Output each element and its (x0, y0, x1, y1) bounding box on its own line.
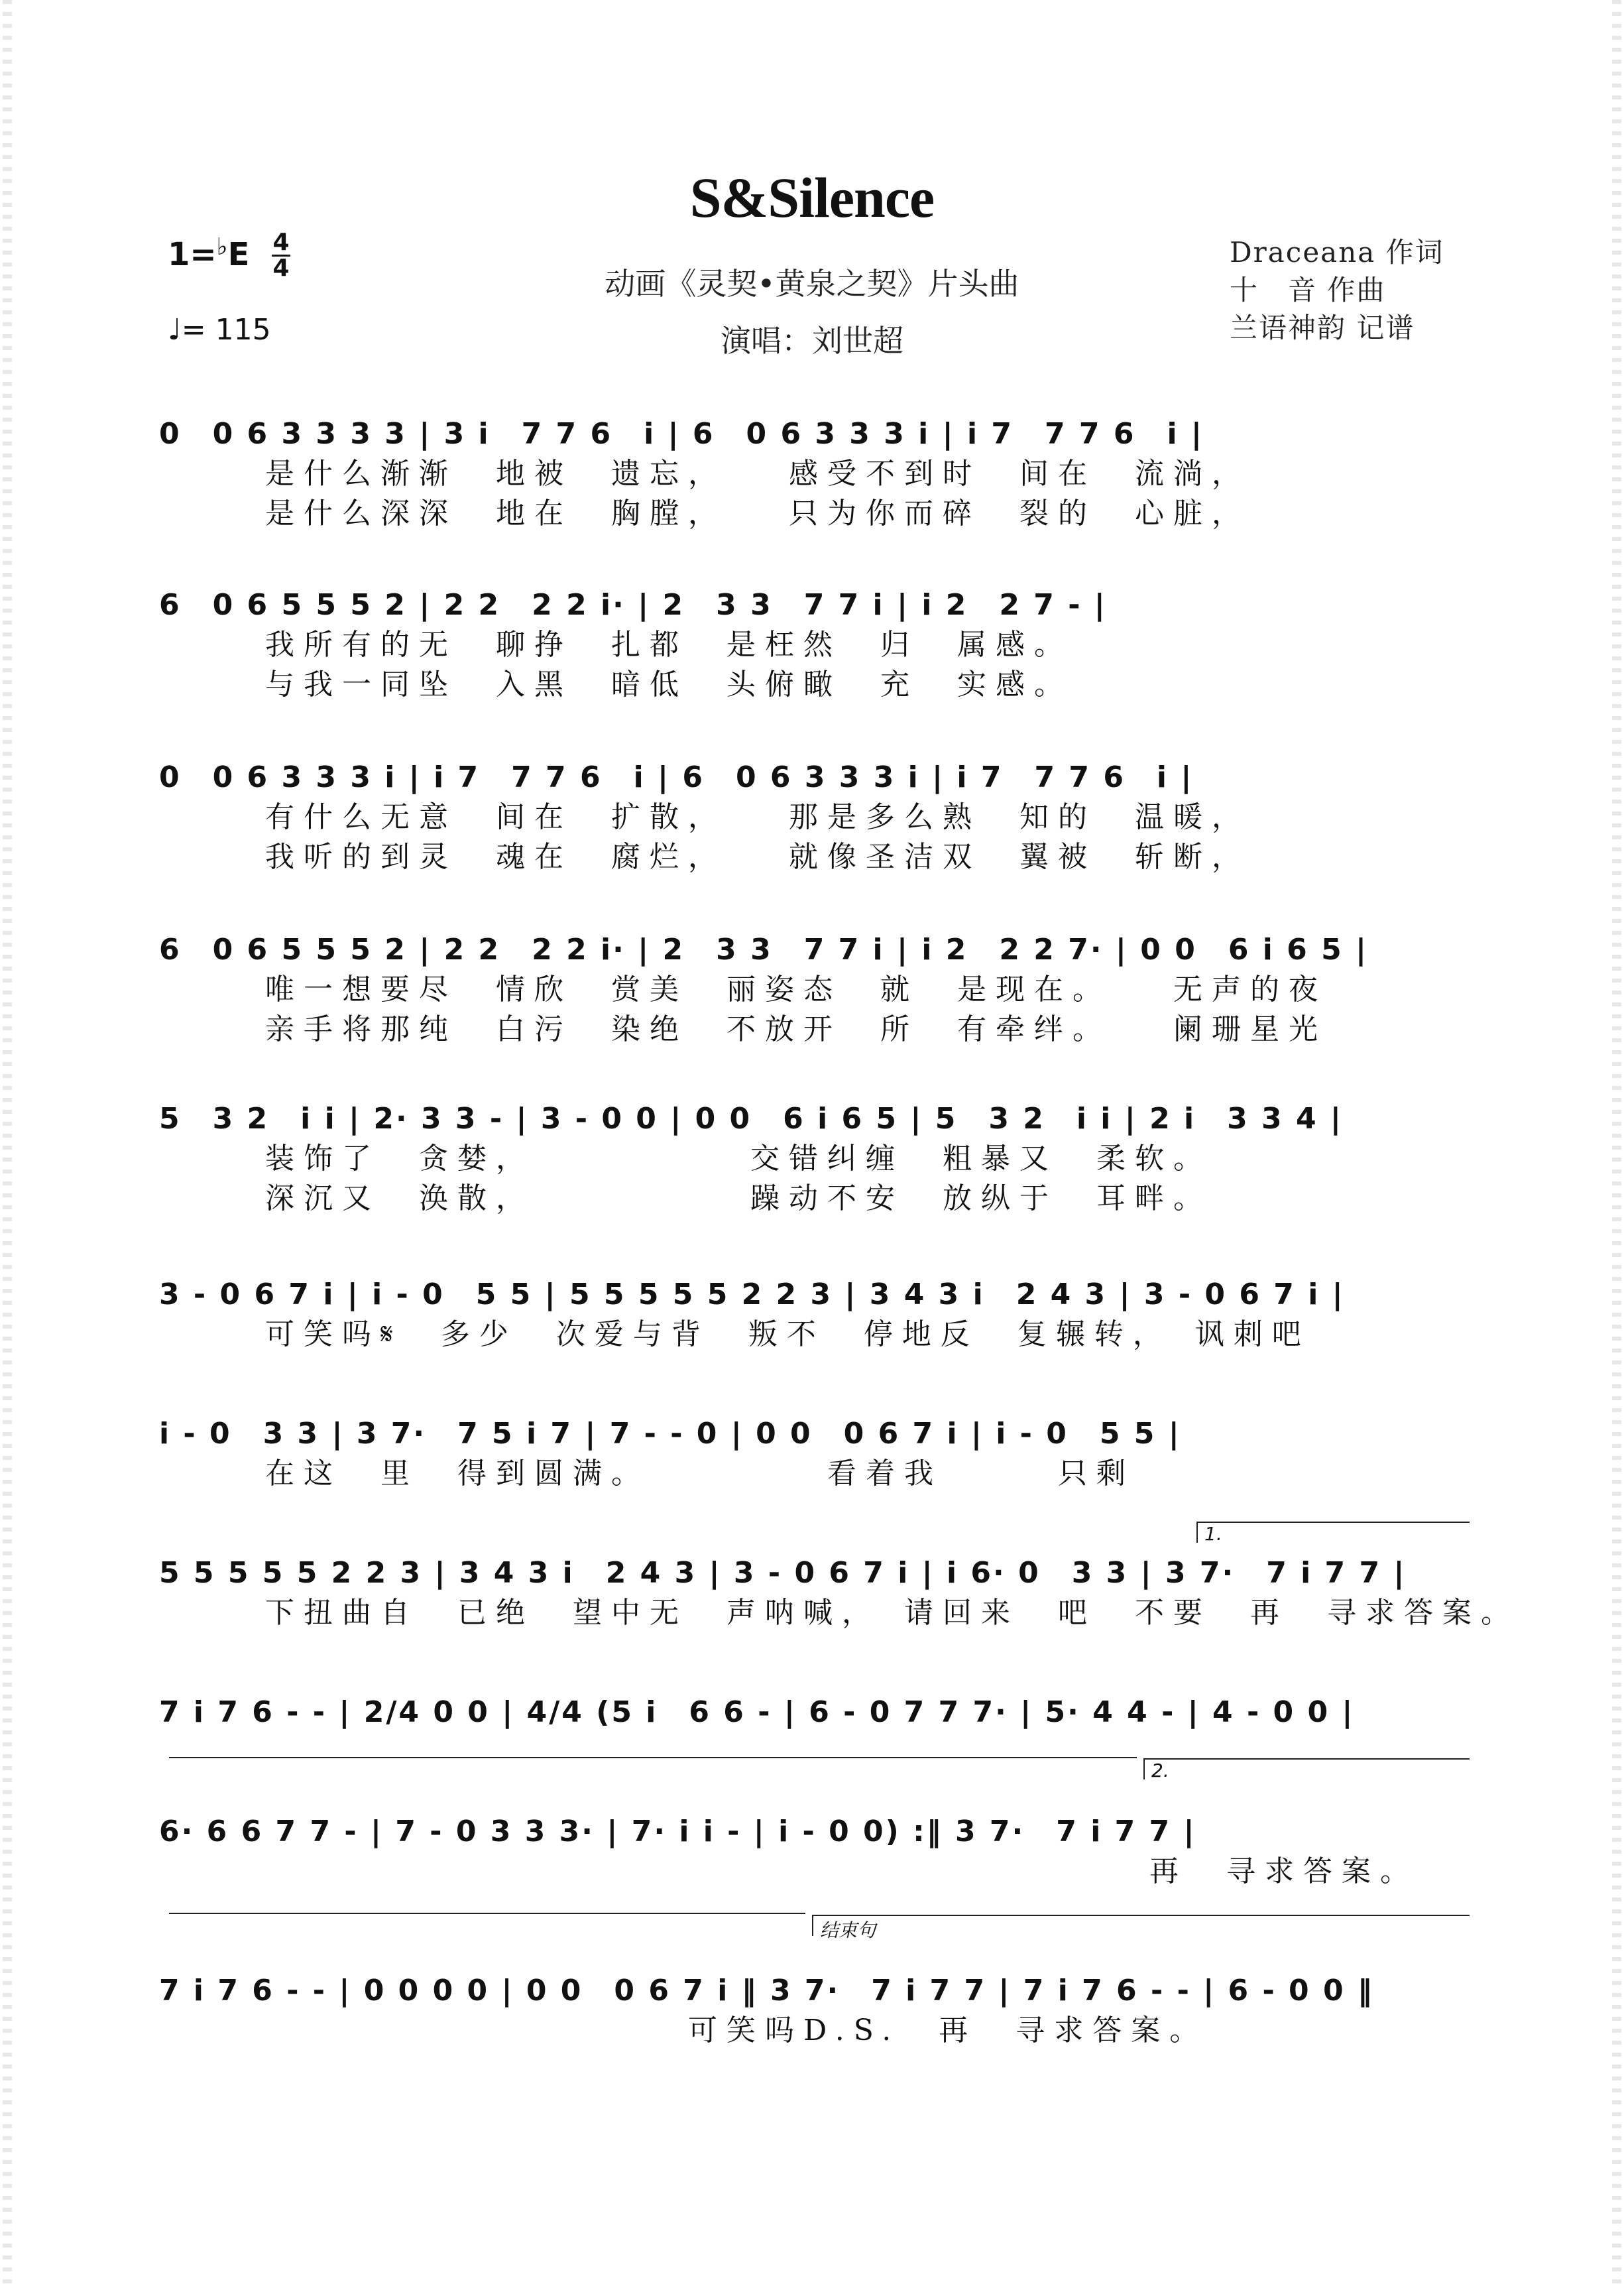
notation-row: 7 i 7 6 - - | 0 0 0 0 | 0 0 0 6 7 i ‖ 3 7· 7 i 7 7 | 7 i 7 6 - - | 6 - 0 0 ‖ (159, 1974, 1374, 2008)
score-line (159, 749, 1465, 877)
notation-row: 0 0 6 3 3 3 3 | 3 i 7 7 6 i | 6 0 6 3 3 3 i | i 7 7 7 6 i | (159, 417, 1204, 451)
lyric-row: 下扭曲自 已绝 望中无 声呐喊， 请回来 吧 不要 再 寻求答案。 (265, 1596, 1519, 1630)
notation-row: 3 - 0 6 7 i | i - 0 5 5 | 5 5 5 5 5 2 2 3 | 3 4 3 i 2 4 3 | 3 - 0 6 7 i | (159, 1278, 1345, 1311)
volta-2: 2. (1143, 1758, 1470, 1779)
ending-line (169, 1913, 805, 1914)
key-letter: E (227, 236, 250, 273)
score-line (159, 1803, 1465, 1892)
score-line (159, 1406, 1465, 1494)
meter-top: 4 (272, 229, 290, 256)
score-line (159, 1091, 1465, 1219)
lyric-row: 有什么无意 间在 扩散， 那是多么熟 知的 温暖， (265, 800, 1250, 834)
credit-lyrics: Draceana 作词 (1230, 236, 1444, 269)
score-line (159, 1266, 1465, 1354)
lyric-row: 装饰了 贪婪， 交错纠缠 粗暴又 柔软。 (265, 1142, 1212, 1175)
notation-row: 5 5 5 5 5 2 2 3 | 3 4 3 i 2 4 3 | 3 - 0 6 7 i | i 6· 0 3 3 | 3 7· 7 i 7 7 | (159, 1556, 1407, 1590)
lyric-row: 可笑吗𝄋 多少 次爱与背 叛不 停地反 复辗转， 讽刺吧 (265, 1317, 1310, 1351)
tempo-marking: ♩= 115 (168, 313, 271, 347)
flat-icon: ♭ (216, 233, 228, 261)
lyric-row: 与我一同坠 入黑 暗低 头俯瞰 充 实感。 (265, 668, 1073, 701)
song-title: S&Silence (689, 166, 935, 229)
lyric-row: 亲手将那纯 白污 染绝 不放开 所 有牵绊。 阑珊星光 (265, 1012, 1327, 1046)
credit-composer: 十 音 作曲 (1230, 274, 1386, 306)
notation-row: i - 0 3 3 | 3 7· 7 5 i 7 | 7 - - 0 | 0 0 0 6 7 i | i - 0 5 5 | (159, 1417, 1181, 1451)
lyric-row: 是什么渐渐 地被 遗忘， 感受不到时 间在 流淌， (265, 457, 1250, 491)
meter-bottom: 4 (272, 255, 290, 282)
volta-1: 1. (1196, 1522, 1470, 1543)
key-prefix: 1= (168, 236, 217, 273)
subtitle: 动画《灵契•黄泉之契》片头曲 (605, 266, 1019, 302)
lyric-row: 深沉又 涣散， 躁动不安 放纵于 耳畔。 (265, 1181, 1212, 1215)
lyric-row: 在这 里 得到圆满。 看着我 只剩 (265, 1457, 1135, 1490)
singer: 演唱：刘世超 (721, 323, 903, 359)
notation-row: 0 0 6 3 3 3 i | i 7 7 7 6 i | 6 0 6 3 3 3 i | i 7 7 7 6 i | (159, 760, 1194, 794)
ending-marker: 结束句 (812, 1915, 1470, 1936)
lyric-row: 是什么深深 地在 胸膛， 只为你而碎 裂的 心脏， (265, 497, 1250, 530)
score-line (159, 1545, 1519, 1633)
notation-row: 6 0 6 5 5 5 2 | 2 2 2 2 i· | 2 3 3 7 7 i | i 2 2 7 - | (159, 588, 1107, 622)
lyric-row: 再 寻求答案。 (265, 1854, 1419, 1888)
lyric-row: 我所有的无 聊挣 扎都 是枉然 归 属感。 (265, 628, 1073, 662)
credit-transcriber: 兰语神韵 记谱 (1230, 312, 1415, 344)
volta-1-line (169, 1757, 1137, 1758)
score-line (159, 1962, 1465, 2051)
notation-row: 7 i 7 6 - - | 2/4 0 0 | 4/4 (5 i 6 6 - | 6 - 0 7 7 7· | 5· 4 4 - | 4 - 0 0 | (159, 1695, 1355, 1729)
notation-row: 6· 6 6 7 7 - | 7 - 0 3 3 3· | 7· i i - | i - 0 0) :‖ 3 7· 7 i 7 7 | (159, 1815, 1196, 1848)
lyric-row: 唯一想要尽 情欣 赏美 丽姿态 就 是现在。 无声的夜 (265, 973, 1327, 1006)
lyric-row: 我听的到灵 魂在 腐烂， 就像圣洁双 翼被 斩断， (265, 840, 1250, 874)
score-line (159, 406, 1465, 534)
score-line (159, 577, 1465, 705)
lyric-row: 可笑吗D.S. 再 寻求答案。 (265, 2014, 1208, 2047)
notation-row: 6 0 6 5 5 5 2 | 2 2 2 2 i· | 2 3 3 7 7 i | i 2 2 2 7· | 0 0 6 i 6 5 | (159, 933, 1369, 967)
notation-row: 5 3 2 i i | 2· 3 3 - | 3 - 0 0 | 0 0 6 i 6 5 | 5 3 2 i i | 2 i 3 3 4 | (159, 1102, 1343, 1136)
score-line (159, 922, 1465, 1050)
